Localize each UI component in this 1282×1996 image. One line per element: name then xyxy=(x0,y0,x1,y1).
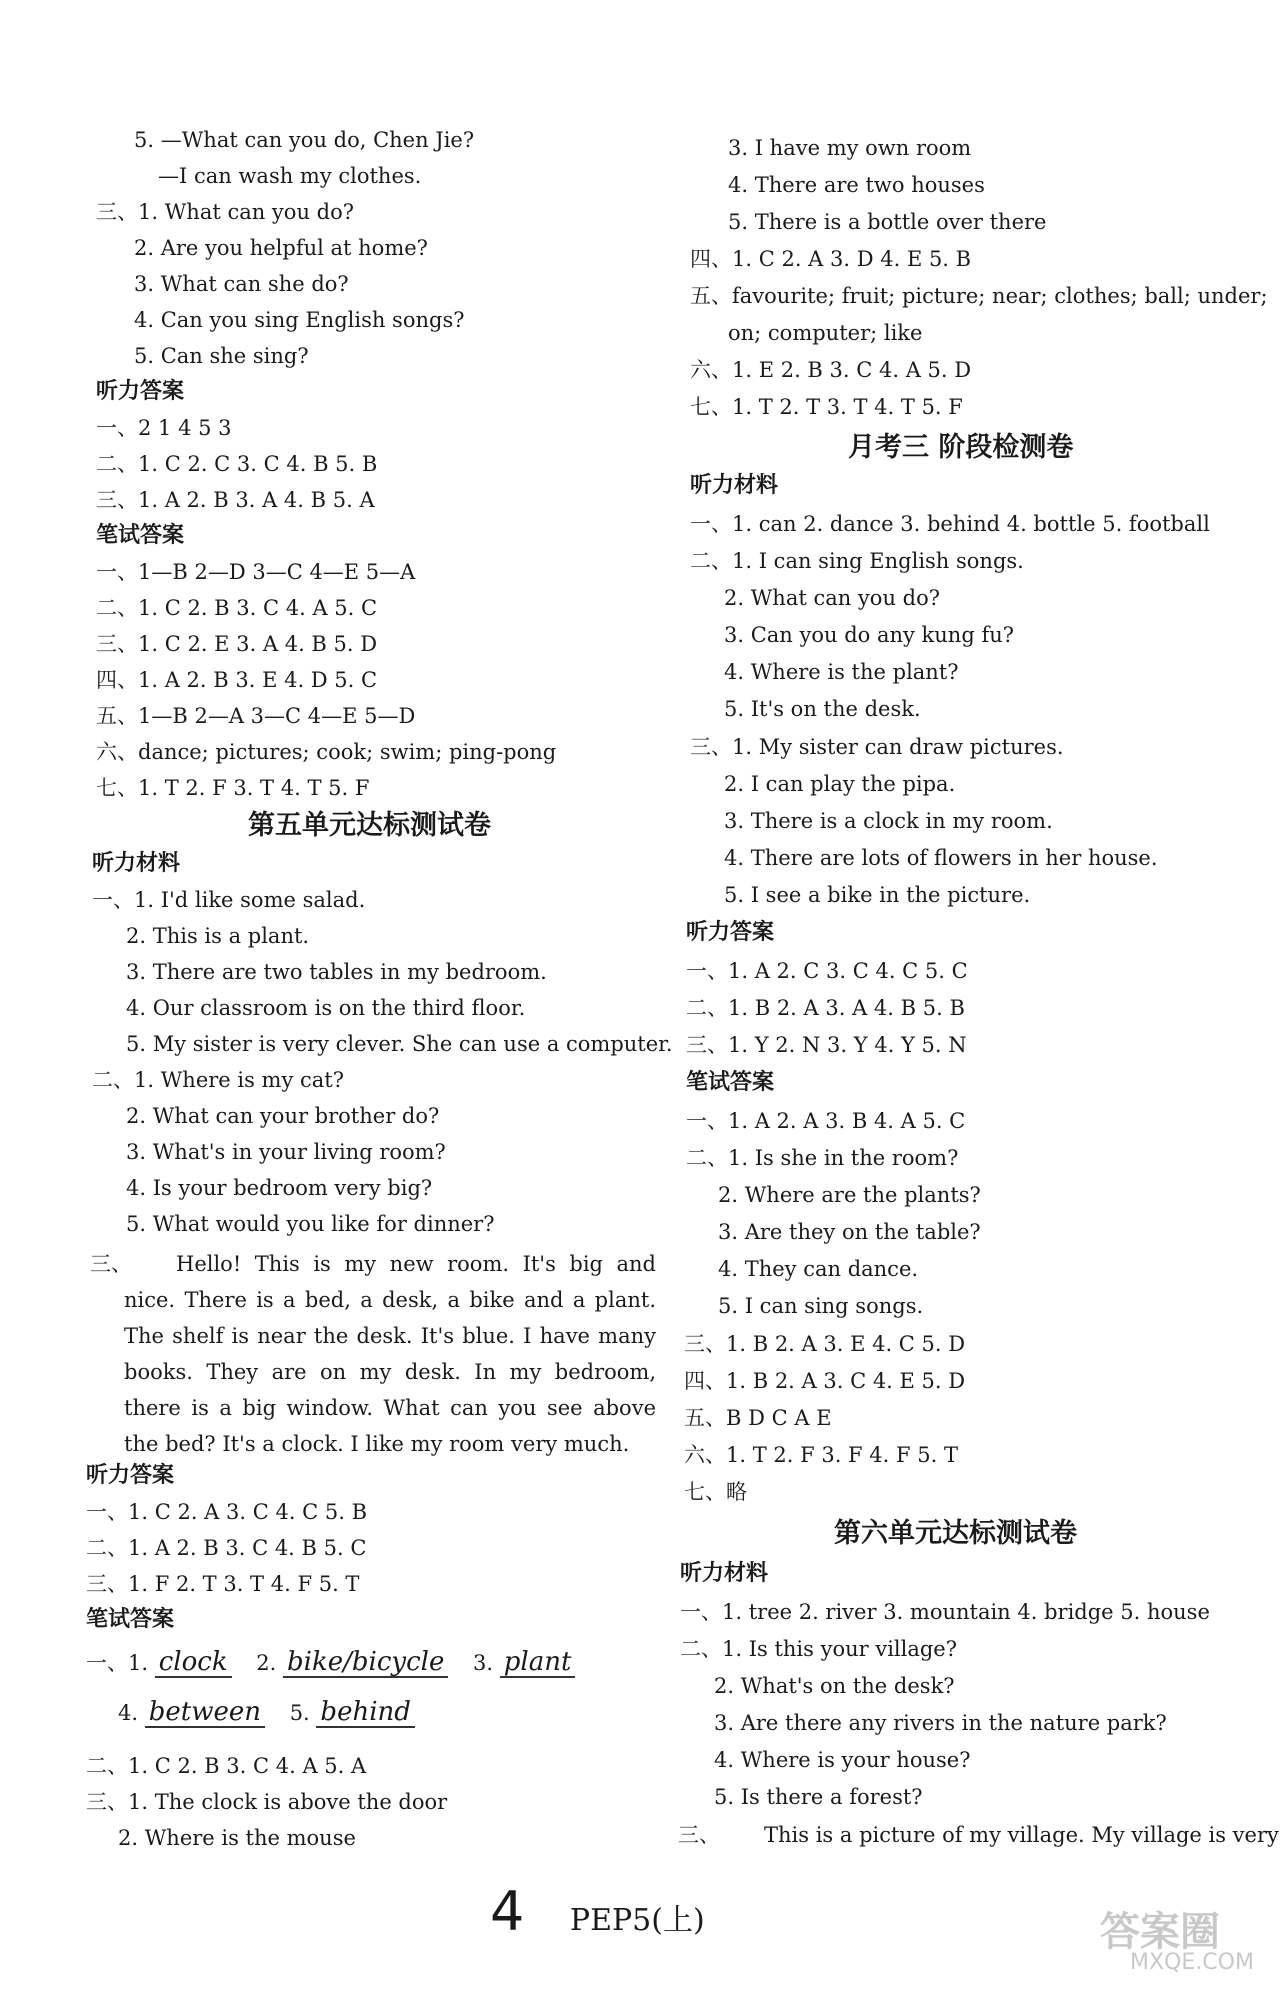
passage-paragraph: Hello! This is my new room. It's big and nice. There is a bed, a desk, a bike and a plant. The shelf is near the desk. It's blue. I have many books. They are on my desk. In my bedroom, there is a big window. What can you see above the bed? It's a clock. I like my room very much. xyxy=(124,1252,656,1456)
text-line: 二、1. C 2. B 3. C 4. A 5. A xyxy=(86,1754,367,1778)
text-line: 二、1. Where is my cat? xyxy=(92,1068,344,1092)
text-line: 五、B D C A E xyxy=(684,1406,832,1430)
section-title: 月考三 阶段检测卷 xyxy=(848,432,1074,463)
text-line: 4. Is your bedroom very big? xyxy=(126,1176,433,1200)
text-line: 七、略 xyxy=(684,1480,747,1504)
text-line: 2. What can your brother do? xyxy=(126,1104,440,1128)
answer-number: 5. xyxy=(289,1701,310,1725)
text-line: 3. What can she do? xyxy=(134,272,349,296)
text-line: 三、1. What can you do? xyxy=(96,200,354,224)
text-line: 七、1. T 2. F 3. T 4. T 5. F xyxy=(96,776,370,800)
text-line: 2. I can play the pipa. xyxy=(724,772,956,796)
text-line: 一、1. C 2. A 3. C 4. C 5. B xyxy=(86,1500,368,1524)
text-line: 一、1. A 2. A 3. B 4. A 5. C xyxy=(686,1109,966,1133)
handwritten-answer: behind xyxy=(316,1698,414,1728)
text-line: on; computer; like xyxy=(728,321,923,345)
text-line: 3. What's in your living room? xyxy=(126,1140,446,1164)
text-line: 4. They can dance. xyxy=(718,1257,919,1281)
text-line: 3. I have my own room xyxy=(728,136,972,160)
text-line: 5. There is a bottle over there xyxy=(728,210,1047,234)
handwritten-answer-row xyxy=(86,1648,593,1678)
text-line: 三、1. B 2. A 3. E 4. C 5. D xyxy=(684,1332,966,1356)
handwritten-answer: clock xyxy=(155,1648,232,1678)
book-label: PEP5(上) xyxy=(569,1903,705,1938)
text-line: 2. What can you do? xyxy=(724,586,940,610)
text-line: 二、1. I can sing English songs. xyxy=(690,549,1024,573)
text-line: 3. Can you do any kung fu? xyxy=(724,623,1015,647)
text-line: 4. Where is the plant? xyxy=(724,660,959,684)
section-title: 第五单元达标测试卷 xyxy=(248,810,491,841)
text-line: —I can wash my clothes. xyxy=(158,164,422,188)
text-line: 一、1. A 2. C 3. C 4. C 5. C xyxy=(686,959,968,983)
answer-number: 3. xyxy=(473,1651,494,1675)
text-line: 3. There is a clock in my room. xyxy=(724,809,1053,833)
text-line: 5. —What can you do, Chen Jie? xyxy=(134,128,475,152)
text-line: 一、1. I'd like some salad. xyxy=(92,888,366,912)
text-line: 一、1—B 2—D 3—C 4—E 5—A xyxy=(96,560,416,584)
text-line: 三、1. My sister can draw pictures. xyxy=(690,735,1064,759)
section-heading: 笔试答案 xyxy=(686,1070,775,1095)
text-line: 5. What would you like for dinner? xyxy=(126,1212,495,1236)
watermark-logo: 答案圈 xyxy=(1100,1909,1220,1955)
text-line: 二、1. A 2. B 3. C 4. B 5. C xyxy=(86,1536,367,1560)
text-line: 三、1. F 2. T 3. T 4. F 5. T xyxy=(86,1572,360,1596)
text-line: 5. I can sing songs. xyxy=(718,1294,924,1318)
watermark-site: MXQE.COM xyxy=(1130,1950,1254,1975)
text-line: 5. My sister is very clever. She can use a computer. xyxy=(126,1032,673,1056)
text-line: 3. Are there any rivers in the nature park? xyxy=(714,1711,1167,1735)
section-heading: 听力材料 xyxy=(92,851,181,876)
text-line: 2. This is a plant. xyxy=(126,924,310,948)
handwritten-answer: plant xyxy=(500,1648,576,1678)
section-heading: 听力材料 xyxy=(680,1561,769,1586)
text-line: 五、favourite; fruit; picture; near; clothes; ball; under; xyxy=(690,284,1268,308)
handwritten-answer: between xyxy=(145,1698,265,1728)
text-line: 三、1. Y 2. N 3. Y 4. Y 5. N xyxy=(686,1033,967,1057)
text-line: 二、1. C 2. B 3. C 4. A 5. C xyxy=(96,596,378,620)
text-line: 四、1. A 2. B 3. E 4. D 5. C xyxy=(96,668,378,692)
text-line: 六、1. T 2. F 3. F 4. F 5. T xyxy=(684,1443,958,1467)
text-line: This is a picture of my village. My village is very xyxy=(764,1823,1279,1847)
text-line: 七、1. T 2. T 3. T 4. T 5. F xyxy=(690,395,963,419)
text-line: 3. There are two tables in my bedroom. xyxy=(126,960,547,984)
text-line: 三、1. The clock is above the door xyxy=(86,1790,448,1814)
text-line: 一、2 1 4 5 3 xyxy=(96,416,232,440)
text-line: 六、1. E 2. B 3. C 4. A 5. D xyxy=(690,358,972,382)
text-line: 二、1. C 2. C 3. C 4. B 5. B xyxy=(96,452,378,476)
text-line: 4. There are two houses xyxy=(728,173,985,197)
text-line: 4. Our classroom is on the third floor. xyxy=(126,996,526,1020)
text-line: 2. Where is the mouse xyxy=(118,1826,356,1850)
section-heading: 听力材料 xyxy=(690,473,779,498)
text-line: 5. I see a bike in the picture. xyxy=(724,883,1031,907)
section-heading: 听力答案 xyxy=(96,379,185,404)
handwritten-answer-row xyxy=(118,1698,433,1728)
text-line: 3. Are they on the table? xyxy=(718,1220,981,1244)
paragraph-label: 三、 xyxy=(90,1252,132,1276)
section-heading: 笔试答案 xyxy=(86,1607,175,1632)
text-line: 三、1. C 2. E 3. A 4. B 5. D xyxy=(96,632,378,656)
text-line: 六、dance; pictures; cook; swim; ping-pong xyxy=(96,740,557,764)
text-line: 2. Are you helpful at home? xyxy=(134,236,428,260)
paragraph-label: 三、 xyxy=(678,1823,720,1847)
section-heading: 笔试答案 xyxy=(96,523,185,548)
text-line: 2. What's on the desk? xyxy=(714,1674,955,1698)
text-line: 4. Where is your house? xyxy=(714,1748,971,1772)
section-heading: 听力答案 xyxy=(686,920,775,945)
text-line: 二、1. Is she in the room? xyxy=(686,1146,959,1170)
text-line: 4. There are lots of flowers in her house. xyxy=(724,846,1158,870)
text-line: 一、1. can 2. dance 3. behind 4. bottle 5. football xyxy=(690,512,1210,536)
text-line: 4. Can you sing English songs? xyxy=(134,308,465,332)
text-line: 二、1. B 2. A 3. A 4. B 5. B xyxy=(686,996,965,1020)
text-line: 5. Is there a forest? xyxy=(714,1785,923,1809)
text-line: 三、1. A 2. B 3. A 4. B 5. A xyxy=(96,488,375,512)
text-line: 五、1—B 2—A 3—C 4—E 5—D xyxy=(96,704,416,728)
page-number: 4 xyxy=(490,1880,525,1943)
text-line: 一、1. tree 2. river 3. mountain 4. bridge 5. house xyxy=(680,1600,1210,1624)
text-line: 四、1. C 2. A 3. D 4. E 5. B xyxy=(690,247,972,271)
section-title: 第六单元达标测试卷 xyxy=(834,1518,1077,1549)
answer-number: 4. xyxy=(118,1701,139,1725)
answer-number: 一、1. xyxy=(86,1651,149,1675)
text-line: 四、1. B 2. A 3. C 4. E 5. D xyxy=(684,1369,966,1393)
handwritten-answer: bike/bicycle xyxy=(283,1648,448,1678)
answer-number: 2. xyxy=(256,1651,277,1675)
section-heading: 听力答案 xyxy=(86,1463,175,1488)
text-line: 5. It's on the desk. xyxy=(724,697,921,721)
text-line: 5. Can she sing? xyxy=(134,344,309,368)
text-line: 2. Where are the plants? xyxy=(718,1183,981,1207)
text-line: 二、1. Is this your village? xyxy=(680,1637,957,1661)
page-footer xyxy=(490,1880,705,1943)
